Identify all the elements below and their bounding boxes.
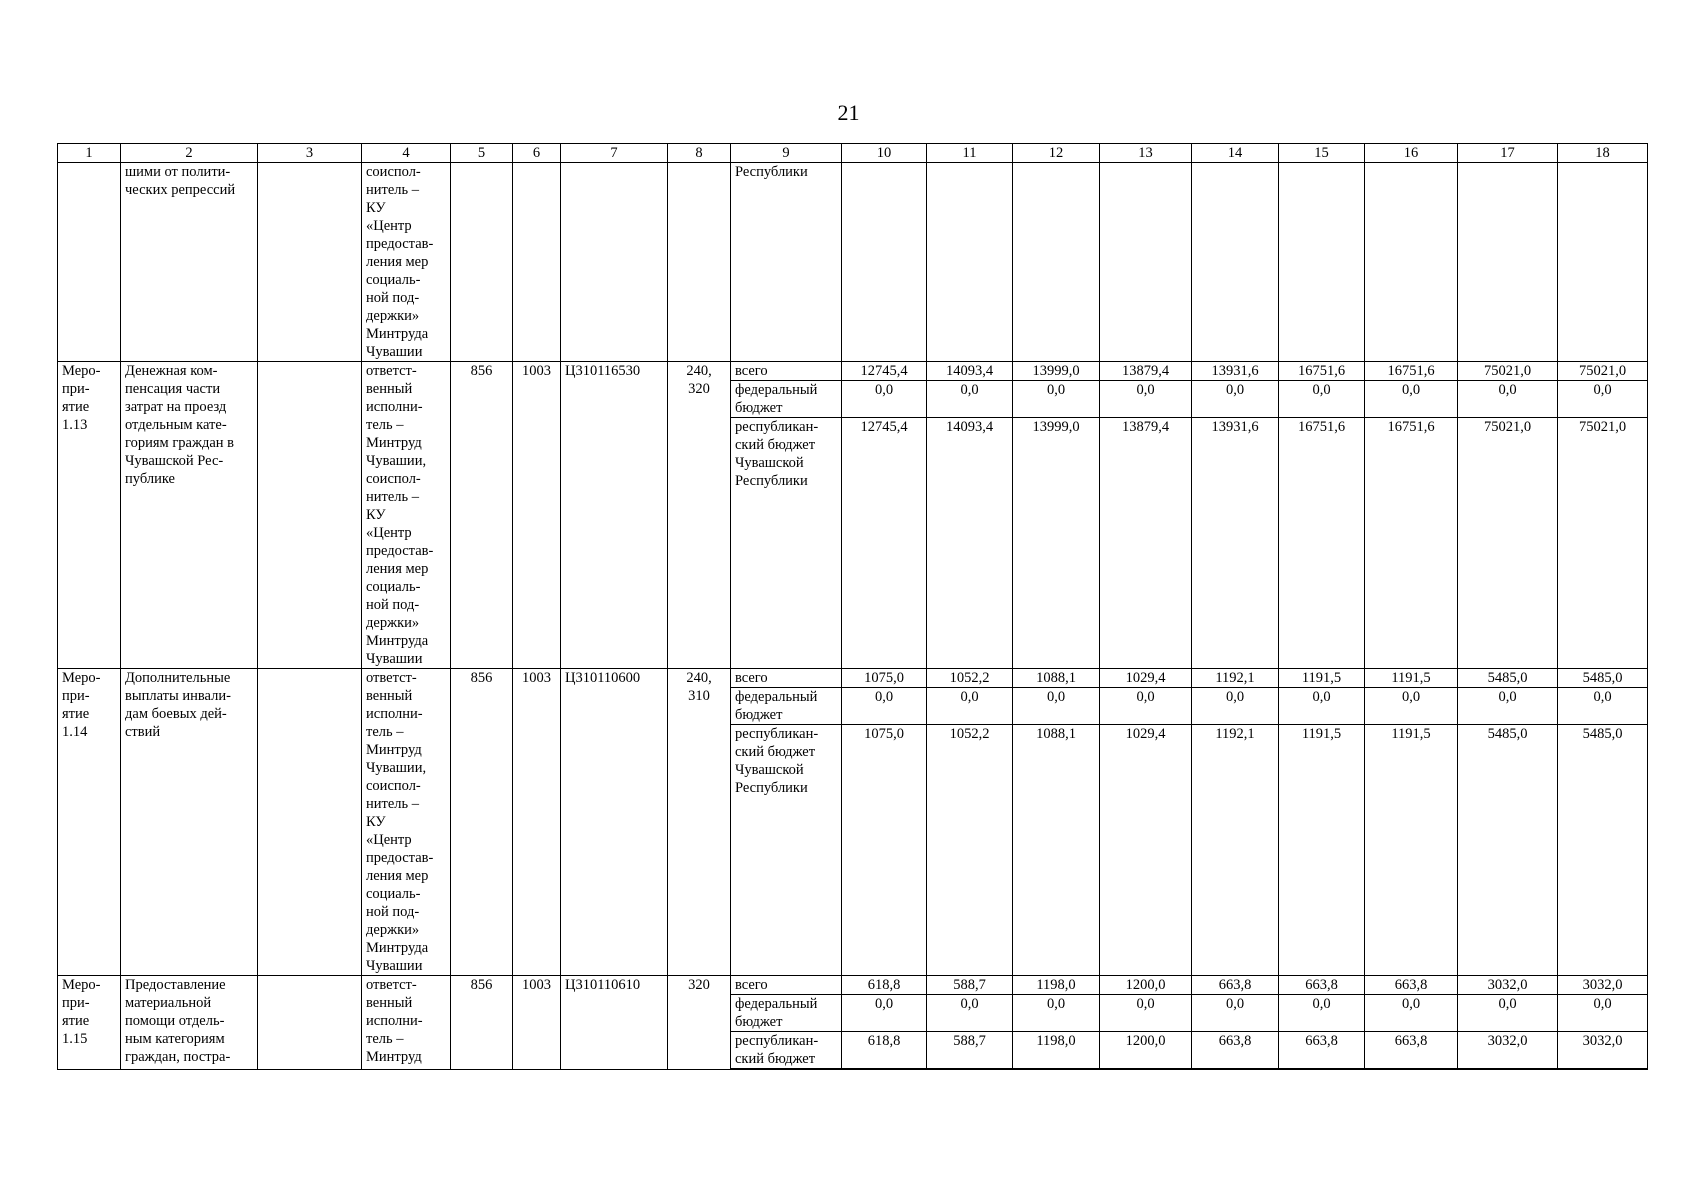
amount-cell: 3032,0: [1458, 976, 1558, 995]
amount-cell: [842, 163, 927, 362]
funding-source-cell: федеральный бюджет: [731, 995, 842, 1032]
amount-cell: 0,0: [1558, 381, 1648, 418]
amount-cell: 0,0: [1100, 995, 1192, 1032]
amount-cell: 0,0: [1458, 381, 1558, 418]
amount-cell: 663,8: [1192, 1032, 1279, 1070]
rzpr-code-cell: 1003: [513, 362, 561, 669]
amount-cell: 12745,4: [842, 418, 927, 669]
vr-code-cell: 320: [668, 976, 731, 1070]
amount-cell: 0,0: [1365, 995, 1458, 1032]
amount-cell: 1088,1: [1013, 725, 1100, 976]
amount-cell: 13999,0: [1013, 362, 1100, 381]
co-executor-cell: [258, 362, 362, 669]
amount-cell: 0,0: [927, 688, 1013, 725]
column-header: 3: [258, 144, 362, 163]
column-header: 15: [1279, 144, 1365, 163]
amount-cell: 1191,5: [1279, 725, 1365, 976]
executor-cell: ответст- венный исполни- тель – Минтруд Чувашии, соиспол- нитель – КУ «Центр предостав- ления мер социаль- ной под- держки» Минтруда Чувашии: [362, 669, 451, 976]
amount-cell: [1279, 163, 1365, 362]
amount-cell: 0,0: [1458, 688, 1558, 725]
event-name-cell: Денежная ком- пенсация части затрат на проезд отдельным кате- гориям граждан в Чувашской Рес- публике: [121, 362, 258, 669]
grbs-code-cell: 856: [451, 669, 513, 976]
amount-cell: 588,7: [927, 976, 1013, 995]
funding-source-cell: федеральный бюджет: [731, 381, 842, 418]
amount-cell: 0,0: [1558, 995, 1648, 1032]
amount-cell: 0,0: [842, 995, 927, 1032]
amount-cell: 663,8: [1279, 1032, 1365, 1070]
amount-cell: 75021,0: [1458, 418, 1558, 669]
column-header: 2: [121, 144, 258, 163]
vr-code-cell: 240, 310: [668, 669, 731, 976]
amount-cell: 13879,4: [1100, 362, 1192, 381]
amount-cell: 0,0: [1192, 381, 1279, 418]
amount-cell: 0,0: [1100, 688, 1192, 725]
column-header: 4: [362, 144, 451, 163]
amount-cell: 618,8: [842, 976, 927, 995]
amount-cell: 75021,0: [1558, 418, 1648, 669]
amount-cell: 618,8: [842, 1032, 927, 1070]
amount-cell: 0,0: [927, 995, 1013, 1032]
csr-code-cell: Ц310116530: [561, 362, 668, 669]
amount-cell: 13999,0: [1013, 418, 1100, 669]
event-name-cell: Дополнительные выплаты инвали- дам боевых дей- ствий: [121, 669, 258, 976]
executor-cell: ответст- венный исполни- тель – Минтруд: [362, 976, 451, 1070]
co-executor-cell: [258, 163, 362, 362]
amount-cell: 663,8: [1365, 1032, 1458, 1070]
event-id-cell: Меро- при- ятие 1.13: [58, 362, 121, 669]
rzpr-code-cell: 1003: [513, 976, 561, 1070]
amount-cell: [1365, 163, 1458, 362]
co-executor-cell: [258, 669, 362, 976]
amount-cell: 0,0: [1458, 995, 1558, 1032]
event-id-cell: [58, 163, 121, 362]
column-header: 5: [451, 144, 513, 163]
amount-cell: 1200,0: [1100, 976, 1192, 995]
executor-cell: соиспол- нитель – КУ «Центр предостав- ления мер социаль- ной под- держки» Минтруда Чувашии: [362, 163, 451, 362]
amount-cell: 1191,5: [1365, 725, 1458, 976]
amount-cell: [1192, 163, 1279, 362]
funding-source-cell: всего: [731, 669, 842, 688]
amount-cell: 16751,6: [1279, 362, 1365, 381]
column-header: 17: [1458, 144, 1558, 163]
amount-cell: 3032,0: [1458, 1032, 1558, 1070]
amount-cell: 13931,6: [1192, 362, 1279, 381]
table-row: [58, 362, 1648, 381]
amount-cell: 0,0: [1100, 381, 1192, 418]
amount-cell: 0,0: [1279, 688, 1365, 725]
amount-cell: 588,7: [927, 1032, 1013, 1070]
amount-cell: 1200,0: [1100, 1032, 1192, 1070]
table-row: [58, 669, 1648, 688]
amount-cell: 13931,6: [1192, 418, 1279, 669]
column-header: 12: [1013, 144, 1100, 163]
amount-cell: 75021,0: [1458, 362, 1558, 381]
amount-cell: 13879,4: [1100, 418, 1192, 669]
vr-code-cell: 240, 320: [668, 362, 731, 669]
amount-cell: 3032,0: [1558, 976, 1648, 995]
table-row: [58, 163, 1648, 362]
event-id-cell: Меро- при- ятие 1.15: [58, 976, 121, 1070]
amount-cell: 1192,1: [1192, 725, 1279, 976]
column-header: 10: [842, 144, 927, 163]
grbs-code-cell: 856: [451, 362, 513, 669]
column-header: 11: [927, 144, 1013, 163]
co-executor-cell: [258, 976, 362, 1070]
amount-cell: 1052,2: [927, 669, 1013, 688]
amount-cell: [1100, 163, 1192, 362]
funding-source-cell: республикан- ский бюджет: [731, 1032, 842, 1070]
grbs-code-cell: [451, 163, 513, 362]
page-number: 21: [837, 100, 860, 125]
amount-cell: 1029,4: [1100, 669, 1192, 688]
amount-cell: 0,0: [842, 688, 927, 725]
amount-cell: 5485,0: [1458, 725, 1558, 976]
rzpr-code-cell: [513, 163, 561, 362]
amount-cell: 1075,0: [842, 725, 927, 976]
amount-cell: 1075,0: [842, 669, 927, 688]
amount-cell: 1088,1: [1013, 669, 1100, 688]
funding-source-cell: всего: [731, 976, 842, 995]
amount-cell: 16751,6: [1279, 418, 1365, 669]
amount-cell: [1558, 163, 1648, 362]
amount-cell: 0,0: [1365, 381, 1458, 418]
event-id-cell: Меро- при- ятие 1.14: [58, 669, 121, 976]
amount-cell: 0,0: [1192, 995, 1279, 1032]
column-header: 13: [1100, 144, 1192, 163]
amount-cell: 0,0: [927, 381, 1013, 418]
amount-cell: 14093,4: [927, 362, 1013, 381]
amount-cell: 5485,0: [1558, 725, 1648, 976]
column-header: 6: [513, 144, 561, 163]
amount-cell: 0,0: [1279, 381, 1365, 418]
event-name-cell: Предоставление материальной помощи отдель- ным категориям граждан, постра-: [121, 976, 258, 1070]
amount-cell: 1198,0: [1013, 976, 1100, 995]
amount-cell: 3032,0: [1558, 1032, 1648, 1070]
executor-cell: ответст- венный исполни- тель – Минтруд Чувашии, соиспол- нитель – КУ «Центр предостав- ления мер социаль- ной под- держки» Минтруда Чувашии: [362, 362, 451, 669]
funding-source-cell: Республики: [731, 163, 842, 362]
amount-cell: 0,0: [1013, 995, 1100, 1032]
table-row: [58, 976, 1648, 995]
amount-cell: 1198,0: [1013, 1032, 1100, 1070]
amount-cell: 16751,6: [1365, 362, 1458, 381]
vr-code-cell: [668, 163, 731, 362]
amount-cell: 0,0: [1013, 381, 1100, 418]
grbs-code-cell: 856: [451, 976, 513, 1070]
column-header: 7: [561, 144, 668, 163]
rzpr-code-cell: 1003: [513, 669, 561, 976]
column-header: 9: [731, 144, 842, 163]
funding-source-cell: всего: [731, 362, 842, 381]
csr-code-cell: Ц310110600: [561, 669, 668, 976]
amount-cell: 1191,5: [1279, 669, 1365, 688]
amount-cell: 1052,2: [927, 725, 1013, 976]
column-header: 18: [1558, 144, 1648, 163]
amount-cell: 663,8: [1279, 976, 1365, 995]
amount-cell: 663,8: [1192, 976, 1279, 995]
budget-table: [57, 143, 1648, 1070]
amount-cell: 1029,4: [1100, 725, 1192, 976]
amount-cell: 0,0: [1192, 688, 1279, 725]
column-header: 1: [58, 144, 121, 163]
csr-code-cell: [561, 163, 668, 362]
funding-source-cell: республикан- ский бюджет Чувашской Республики: [731, 725, 842, 976]
header-row: [58, 144, 1648, 163]
column-header: 16: [1365, 144, 1458, 163]
amount-cell: 5485,0: [1458, 669, 1558, 688]
column-header: 8: [668, 144, 731, 163]
amount-cell: [1458, 163, 1558, 362]
funding-source-cell: республикан- ский бюджет Чувашской Республики: [731, 418, 842, 669]
column-header: 14: [1192, 144, 1279, 163]
amount-cell: 0,0: [1365, 688, 1458, 725]
amount-cell: 0,0: [842, 381, 927, 418]
amount-cell: 75021,0: [1558, 362, 1648, 381]
amount-cell: 14093,4: [927, 418, 1013, 669]
amount-cell: 16751,6: [1365, 418, 1458, 669]
event-name-cell: шими от полити- ческих репрессий: [121, 163, 258, 362]
amount-cell: 0,0: [1013, 688, 1100, 725]
csr-code-cell: Ц310110610: [561, 976, 668, 1070]
amount-cell: [927, 163, 1013, 362]
amount-cell: 1192,1: [1192, 669, 1279, 688]
amount-cell: 0,0: [1279, 995, 1365, 1032]
funding-source-cell: федеральный бюджет: [731, 688, 842, 725]
amount-cell: [1013, 163, 1100, 362]
amount-cell: 5485,0: [1558, 669, 1648, 688]
amount-cell: 1191,5: [1365, 669, 1458, 688]
amount-cell: 663,8: [1365, 976, 1458, 995]
amount-cell: 12745,4: [842, 362, 927, 381]
amount-cell: 0,0: [1558, 688, 1648, 725]
